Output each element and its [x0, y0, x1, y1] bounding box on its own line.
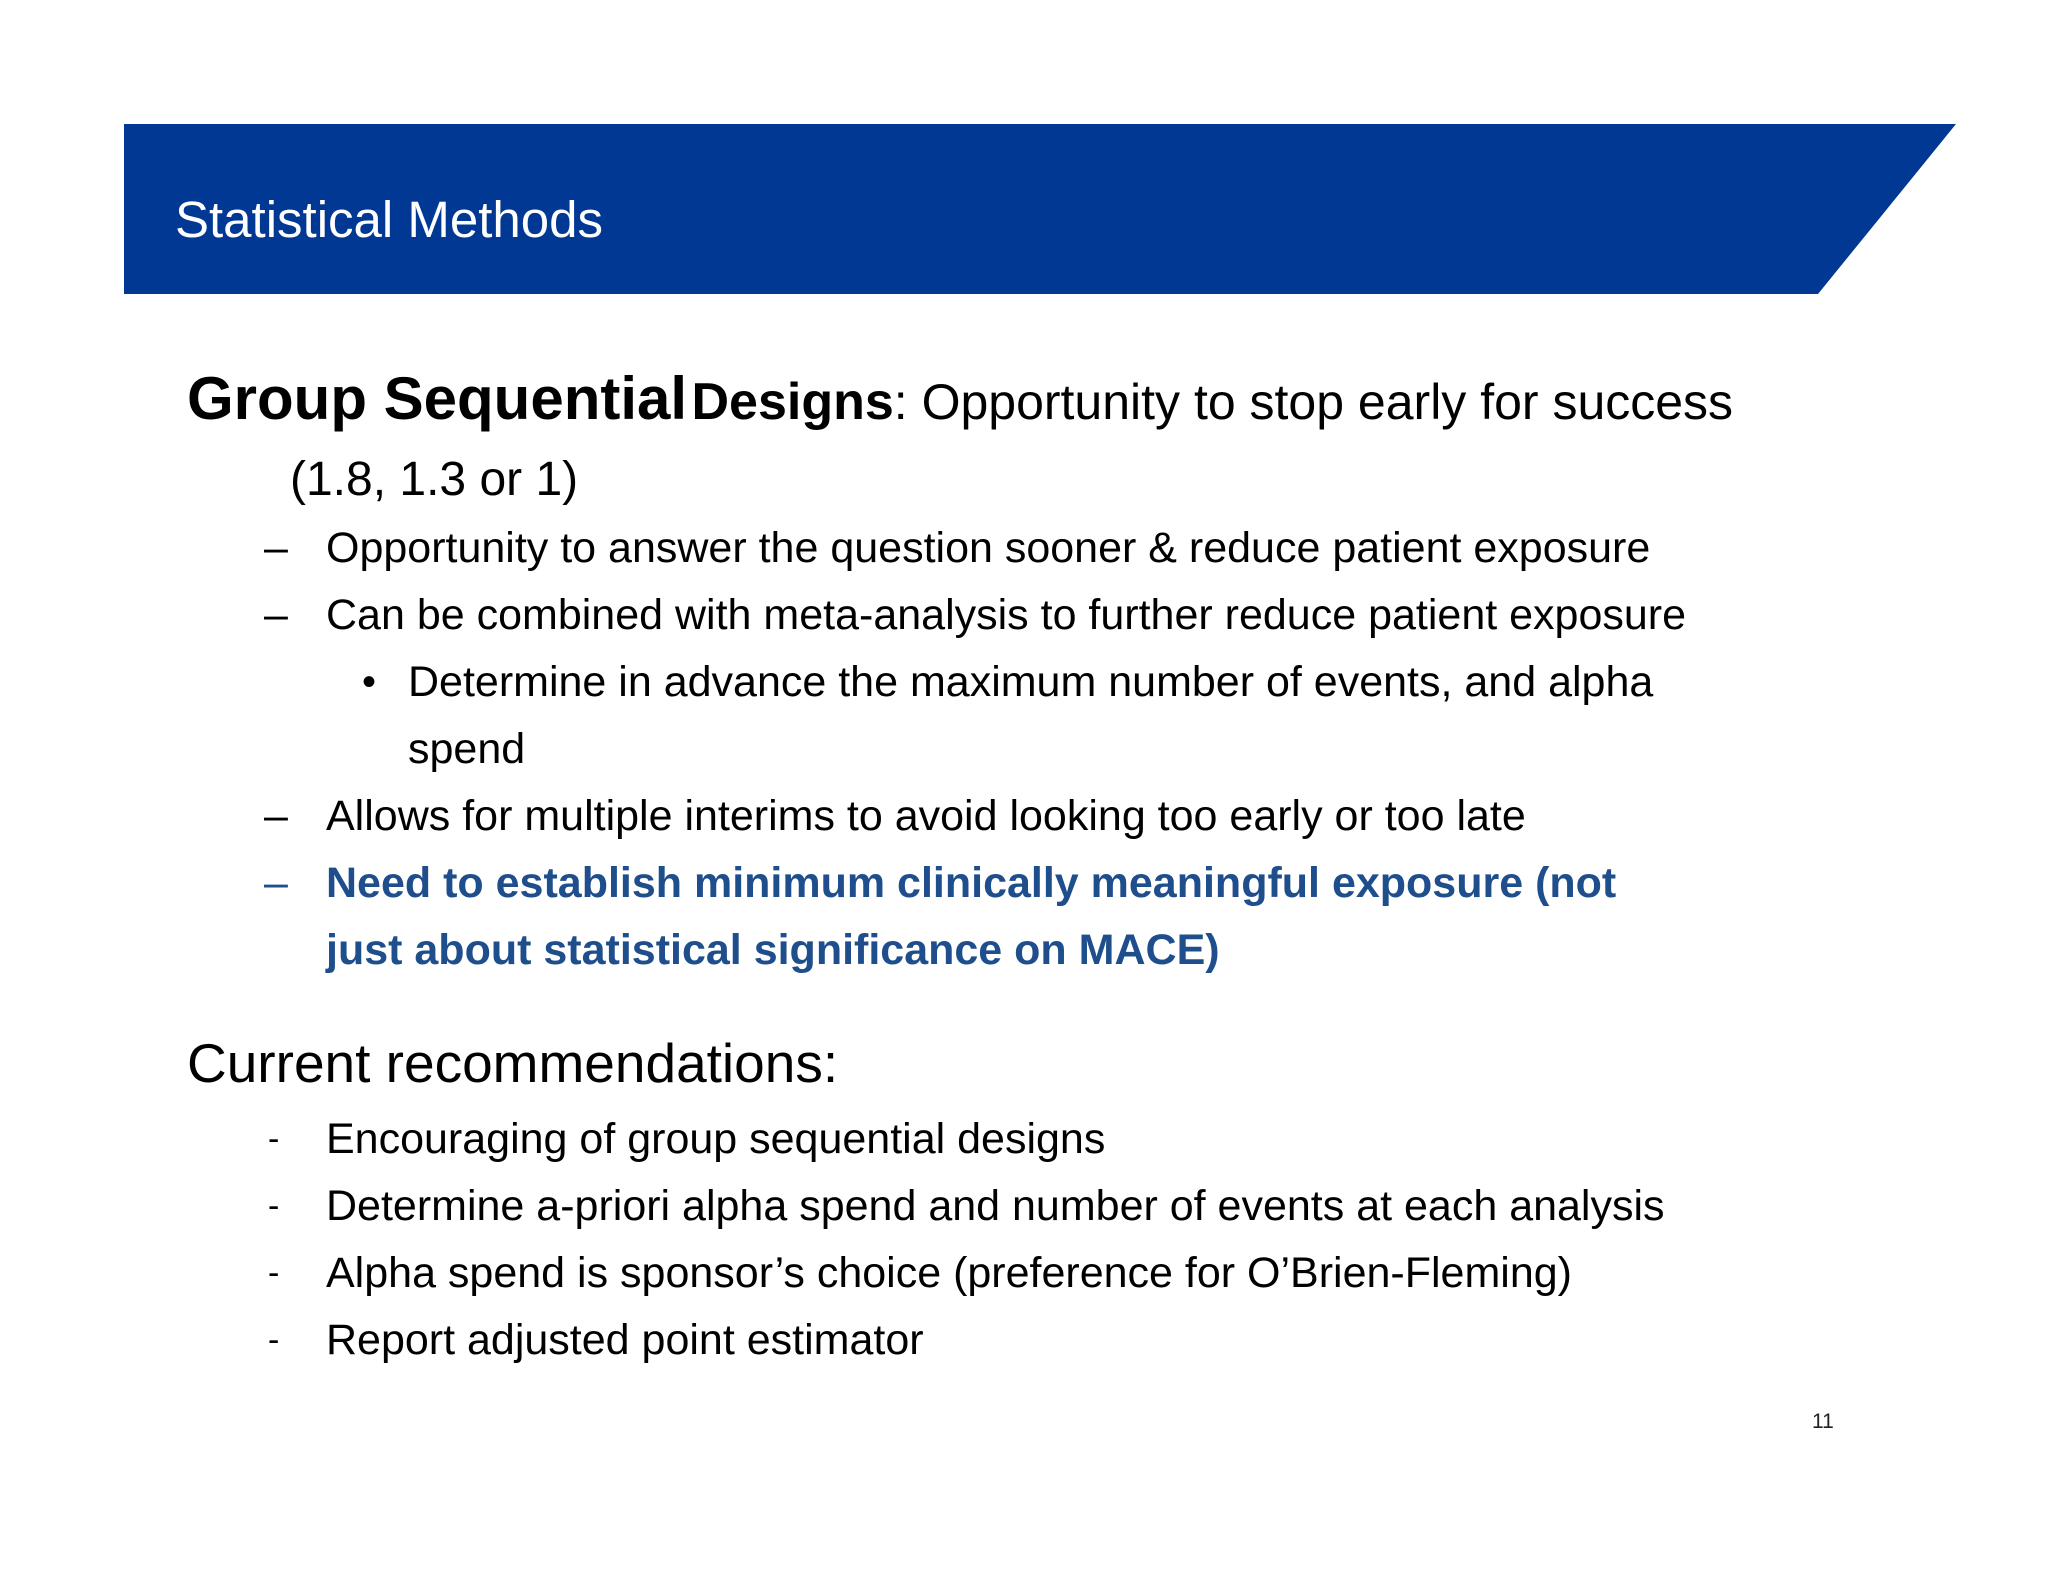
- bullet-marker: •: [362, 660, 377, 704]
- list-item: Report adjusted point estimator: [326, 1316, 924, 1364]
- emphasis-line1: Need to establish minimum clinically meaningful exposure (not: [326, 859, 1617, 907]
- sub-list-item-line1: Determine in advance the maximum number of events, and alpha: [408, 658, 1654, 706]
- emphasis-line2: just about statistical significance on MACE): [326, 926, 1220, 974]
- dash-marker: -: [268, 1187, 280, 1225]
- list-item: Can be combined with meta-analysis to further reduce patient exposure: [326, 591, 1687, 639]
- dash-marker: –: [264, 524, 288, 572]
- list-item: Opportunity to answer the question sooner & reduce patient exposure: [326, 524, 1651, 572]
- dash-marker: –: [264, 792, 288, 840]
- heading-rest: : Opportunity to stop early for success: [893, 374, 1734, 430]
- dash-marker: –: [264, 591, 288, 639]
- dash-marker: -: [268, 1321, 280, 1359]
- dash-marker: -: [268, 1120, 280, 1158]
- heading-continuation: (1.8, 1.3 or 1): [290, 453, 579, 506]
- list-item: Determine a-priori alpha spend and number of events at each analysis: [326, 1182, 1665, 1230]
- section-heading-group-sequential: [187, 366, 1733, 448]
- dash-marker: -: [268, 1254, 280, 1292]
- list-item: Encouraging of group sequential designs: [326, 1115, 1106, 1163]
- heading-lead-bold: Group Sequential: [187, 365, 688, 432]
- list-item: Allows for multiple interims to avoid looking too early or too late: [326, 792, 1526, 840]
- list-item: Alpha spend is sponsor’s choice (preference for O’Brien-Fleming): [326, 1249, 1572, 1297]
- dash-marker-emphasis: –: [264, 859, 288, 907]
- page-number: 11: [1812, 1410, 1834, 1433]
- slide-title: Statistical Methods: [175, 191, 604, 248]
- heading-lead-designs: Designs: [691, 373, 894, 431]
- section-heading-recommendations: Current recommendations:: [187, 1032, 839, 1094]
- sub-list-item-line2: spend: [408, 725, 526, 773]
